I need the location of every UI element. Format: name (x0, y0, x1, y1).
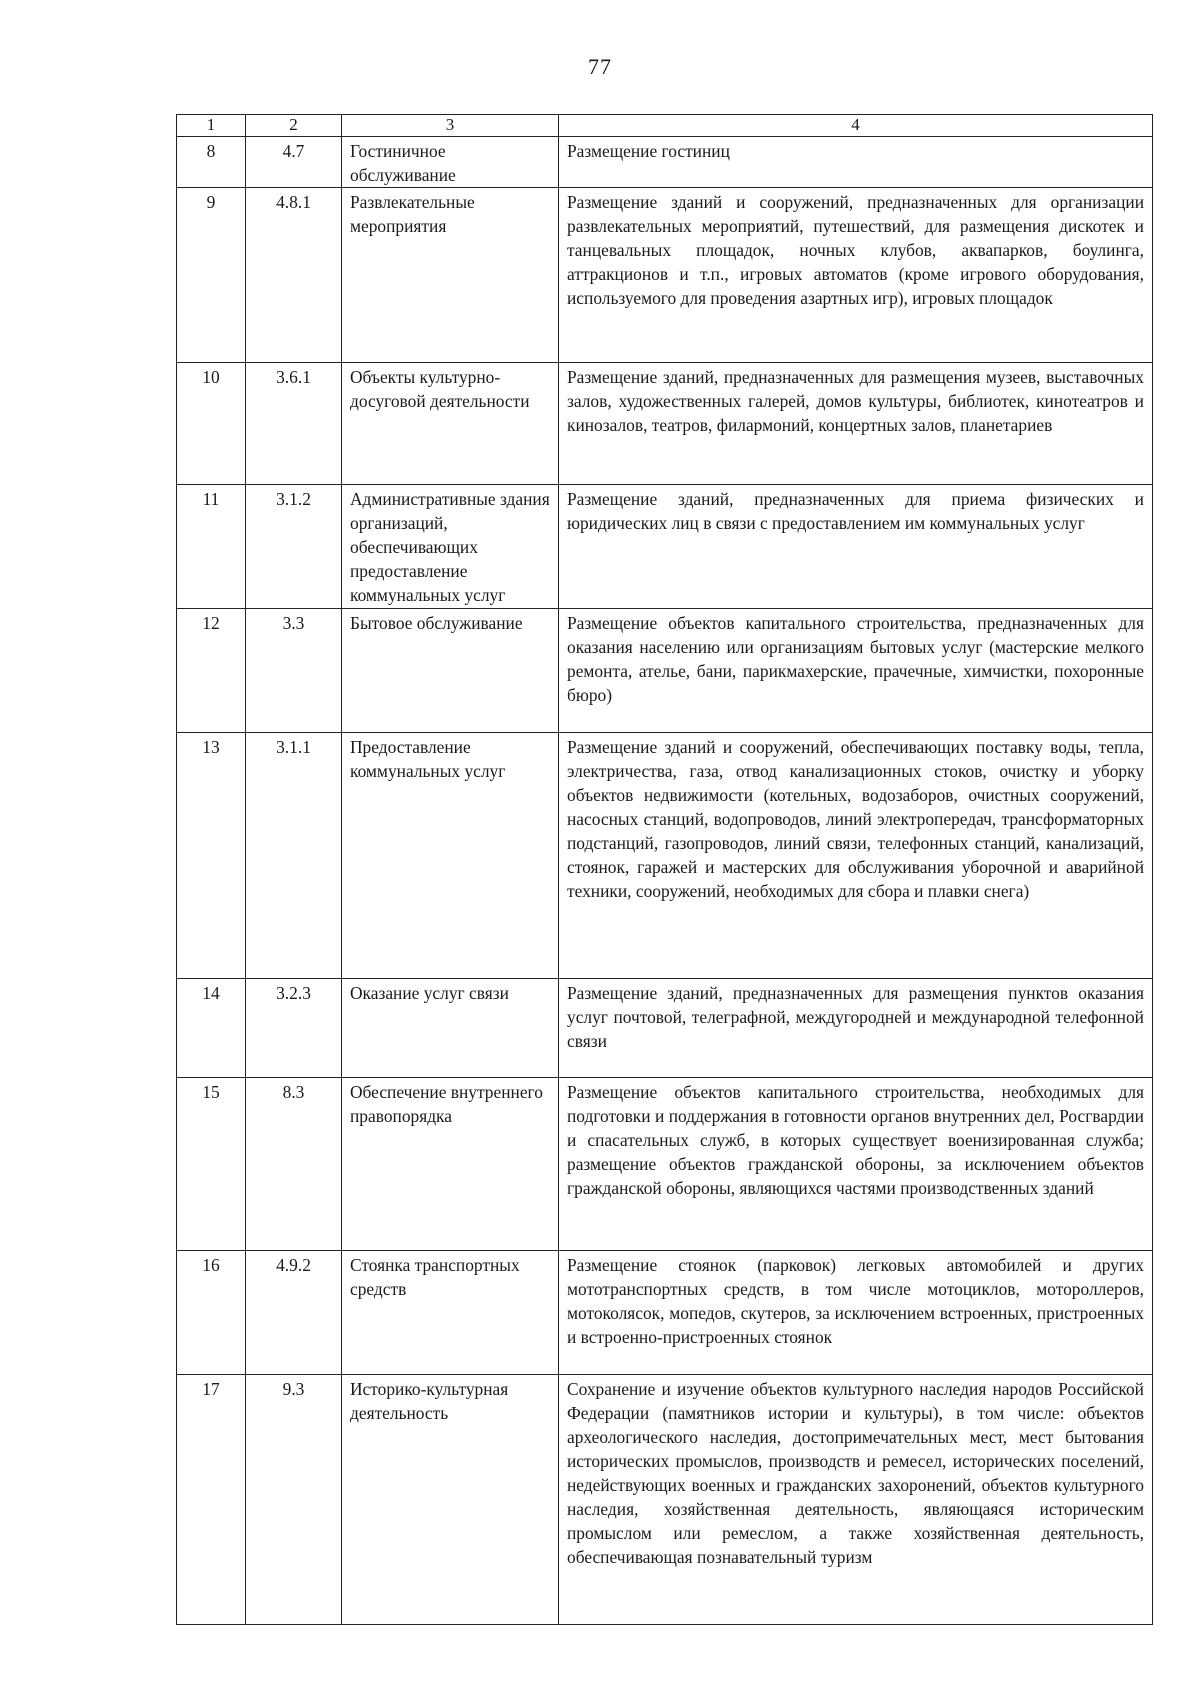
use-description: Сохранение и изучение объектов культурного наследия народов Российской Федерации (памятников истории и культуры), в том числе: объектов археологического наследия, достопримечательных мест, мест бытования исторических промыслов, производств и ремесел, исторических поселений, недействующих военных и гражданских захоронений, объектов культурного наследия, хозяйственная деятельность, являющаяся историческим промыслом или ремеслом, а также хозяйственная деятельность, обеспечивающая познавательный туризм (559, 1375, 1153, 1625)
use-description: Размещение гостиниц (559, 137, 1153, 188)
row-number: 14 (177, 979, 246, 1078)
use-code: 3.2.3 (246, 979, 342, 1078)
table-row (177, 1078, 1153, 1251)
row-number: 15 (177, 1078, 246, 1251)
use-name: Развлекательные мероприятия (342, 188, 559, 363)
page-number: 77 (588, 54, 612, 79)
use-description: Размещение зданий и сооружений, обеспечивающих поставку воды, тепла, электричества, газа, отвод канализационных стоков, очистку и уборку объектов недвижимости (котельных, водозаборов, очистных сооружений, насосных станций, водопроводов, линий электропередач, трансформаторных подстанций, газопроводов, линий связи, телефонных станций, канализаций, стоянок, гаражей и мастерских для обслуживания уборочной и аварийной техники, сооружений, необходимых для сбора и плавки снега) (559, 733, 1153, 979)
land-use-table (176, 114, 1153, 1625)
row-number: 12 (177, 609, 246, 733)
row-number: 13 (177, 733, 246, 979)
use-code: 3.1.2 (246, 485, 342, 609)
use-name: Объекты культурно-досуговой деятельности (342, 363, 559, 485)
use-description: Размещение зданий, предназначенных для приема физических и юридических лиц в связи с предоставлением им коммунальных услуг (559, 485, 1153, 609)
row-number: 9 (177, 188, 246, 363)
use-description: Размещение зданий и сооружений, предназначенных для организации развлекательных мероприятий, путешествий, для размещения дискотек и танцевальных площадок, ночных клубов, аквапарков, боулинга, аттракционов и т.п., игровых автоматов (кроме игрового оборудования, используемого для проведения азартных игр), игровых площадок (559, 188, 1153, 363)
use-description: Размещение объектов капитального строительства, необходимых для подготовки и поддержания в готовности органов внутренних дел, Росгвардии и спасательных служб, в которых существует военизированная служба; размещение объектов гражданской обороны, за исключением объектов гражданской обороны, являющихся частями производственных зданий (559, 1078, 1153, 1251)
use-code: 4.8.1 (246, 188, 342, 363)
use-name: Обеспечение внутреннего правопорядка (342, 1078, 559, 1251)
table-row (177, 733, 1153, 979)
use-name: Предоставление коммунальных услуг (342, 733, 559, 979)
use-name: Оказание услуг связи (342, 979, 559, 1078)
use-code: 3.1.1 (246, 733, 342, 979)
header-col-3: 3 (342, 115, 559, 137)
use-code: 8.3 (246, 1078, 342, 1251)
use-code: 4.9.2 (246, 1251, 342, 1375)
table-row (177, 188, 1153, 363)
use-name: Стоянка транспортных средств (342, 1251, 559, 1375)
use-description: Размещение зданий, предназначенных для размещения музеев, выставочных залов, художественных галерей, домов культуры, библиотек, кинотеатров и кинозалов, театров, филармоний, концертных залов, планетариев (559, 363, 1153, 485)
use-code: 3.3 (246, 609, 342, 733)
use-name: Историко-культурная деятельность (342, 1375, 559, 1625)
use-description: Размещение объектов капитального строительства, предназначенных для оказания населению или организациям бытовых услуг (мастерские мелкого ремонта, ателье, бани, парикмахерские, прачечные, химчистки, похоронные бюро) (559, 609, 1153, 733)
use-description: Размещение стоянок (парковок) легковых автомобилей и других мототранспортных средств, в том числе мотоциклов, мотороллеров, мотоколясок, мопедов, скутеров, за исключением встроенных, пристроенных и встроенно-пристроенных стоянок (559, 1251, 1153, 1375)
use-code: 9.3 (246, 1375, 342, 1625)
row-number: 11 (177, 485, 246, 609)
header-col-1: 1 (177, 115, 246, 137)
use-name: Административные здания организаций, обеспечивающих предоставление коммунальных услуг (342, 485, 559, 609)
table-header-row (177, 115, 1153, 137)
use-code: 4.7 (246, 137, 342, 188)
table-row (177, 1251, 1153, 1375)
table-row (177, 485, 1153, 609)
table-row (177, 363, 1153, 485)
header-col-2: 2 (246, 115, 342, 137)
table-row (177, 1375, 1153, 1625)
table-row (177, 609, 1153, 733)
row-number: 10 (177, 363, 246, 485)
row-number: 17 (177, 1375, 246, 1625)
use-name: Гостиничное обслуживание (342, 137, 559, 188)
use-description: Размещение зданий, предназначенных для размещения пунктов оказания услуг почтовой, телеграфной, междугородней и международной телефонной связи (559, 979, 1153, 1078)
table-row (177, 979, 1153, 1078)
header-col-4: 4 (559, 115, 1153, 137)
use-name: Бытовое обслуживание (342, 609, 559, 733)
row-number: 16 (177, 1251, 246, 1375)
row-number: 8 (177, 137, 246, 188)
table-row (177, 137, 1153, 188)
use-code: 3.6.1 (246, 363, 342, 485)
